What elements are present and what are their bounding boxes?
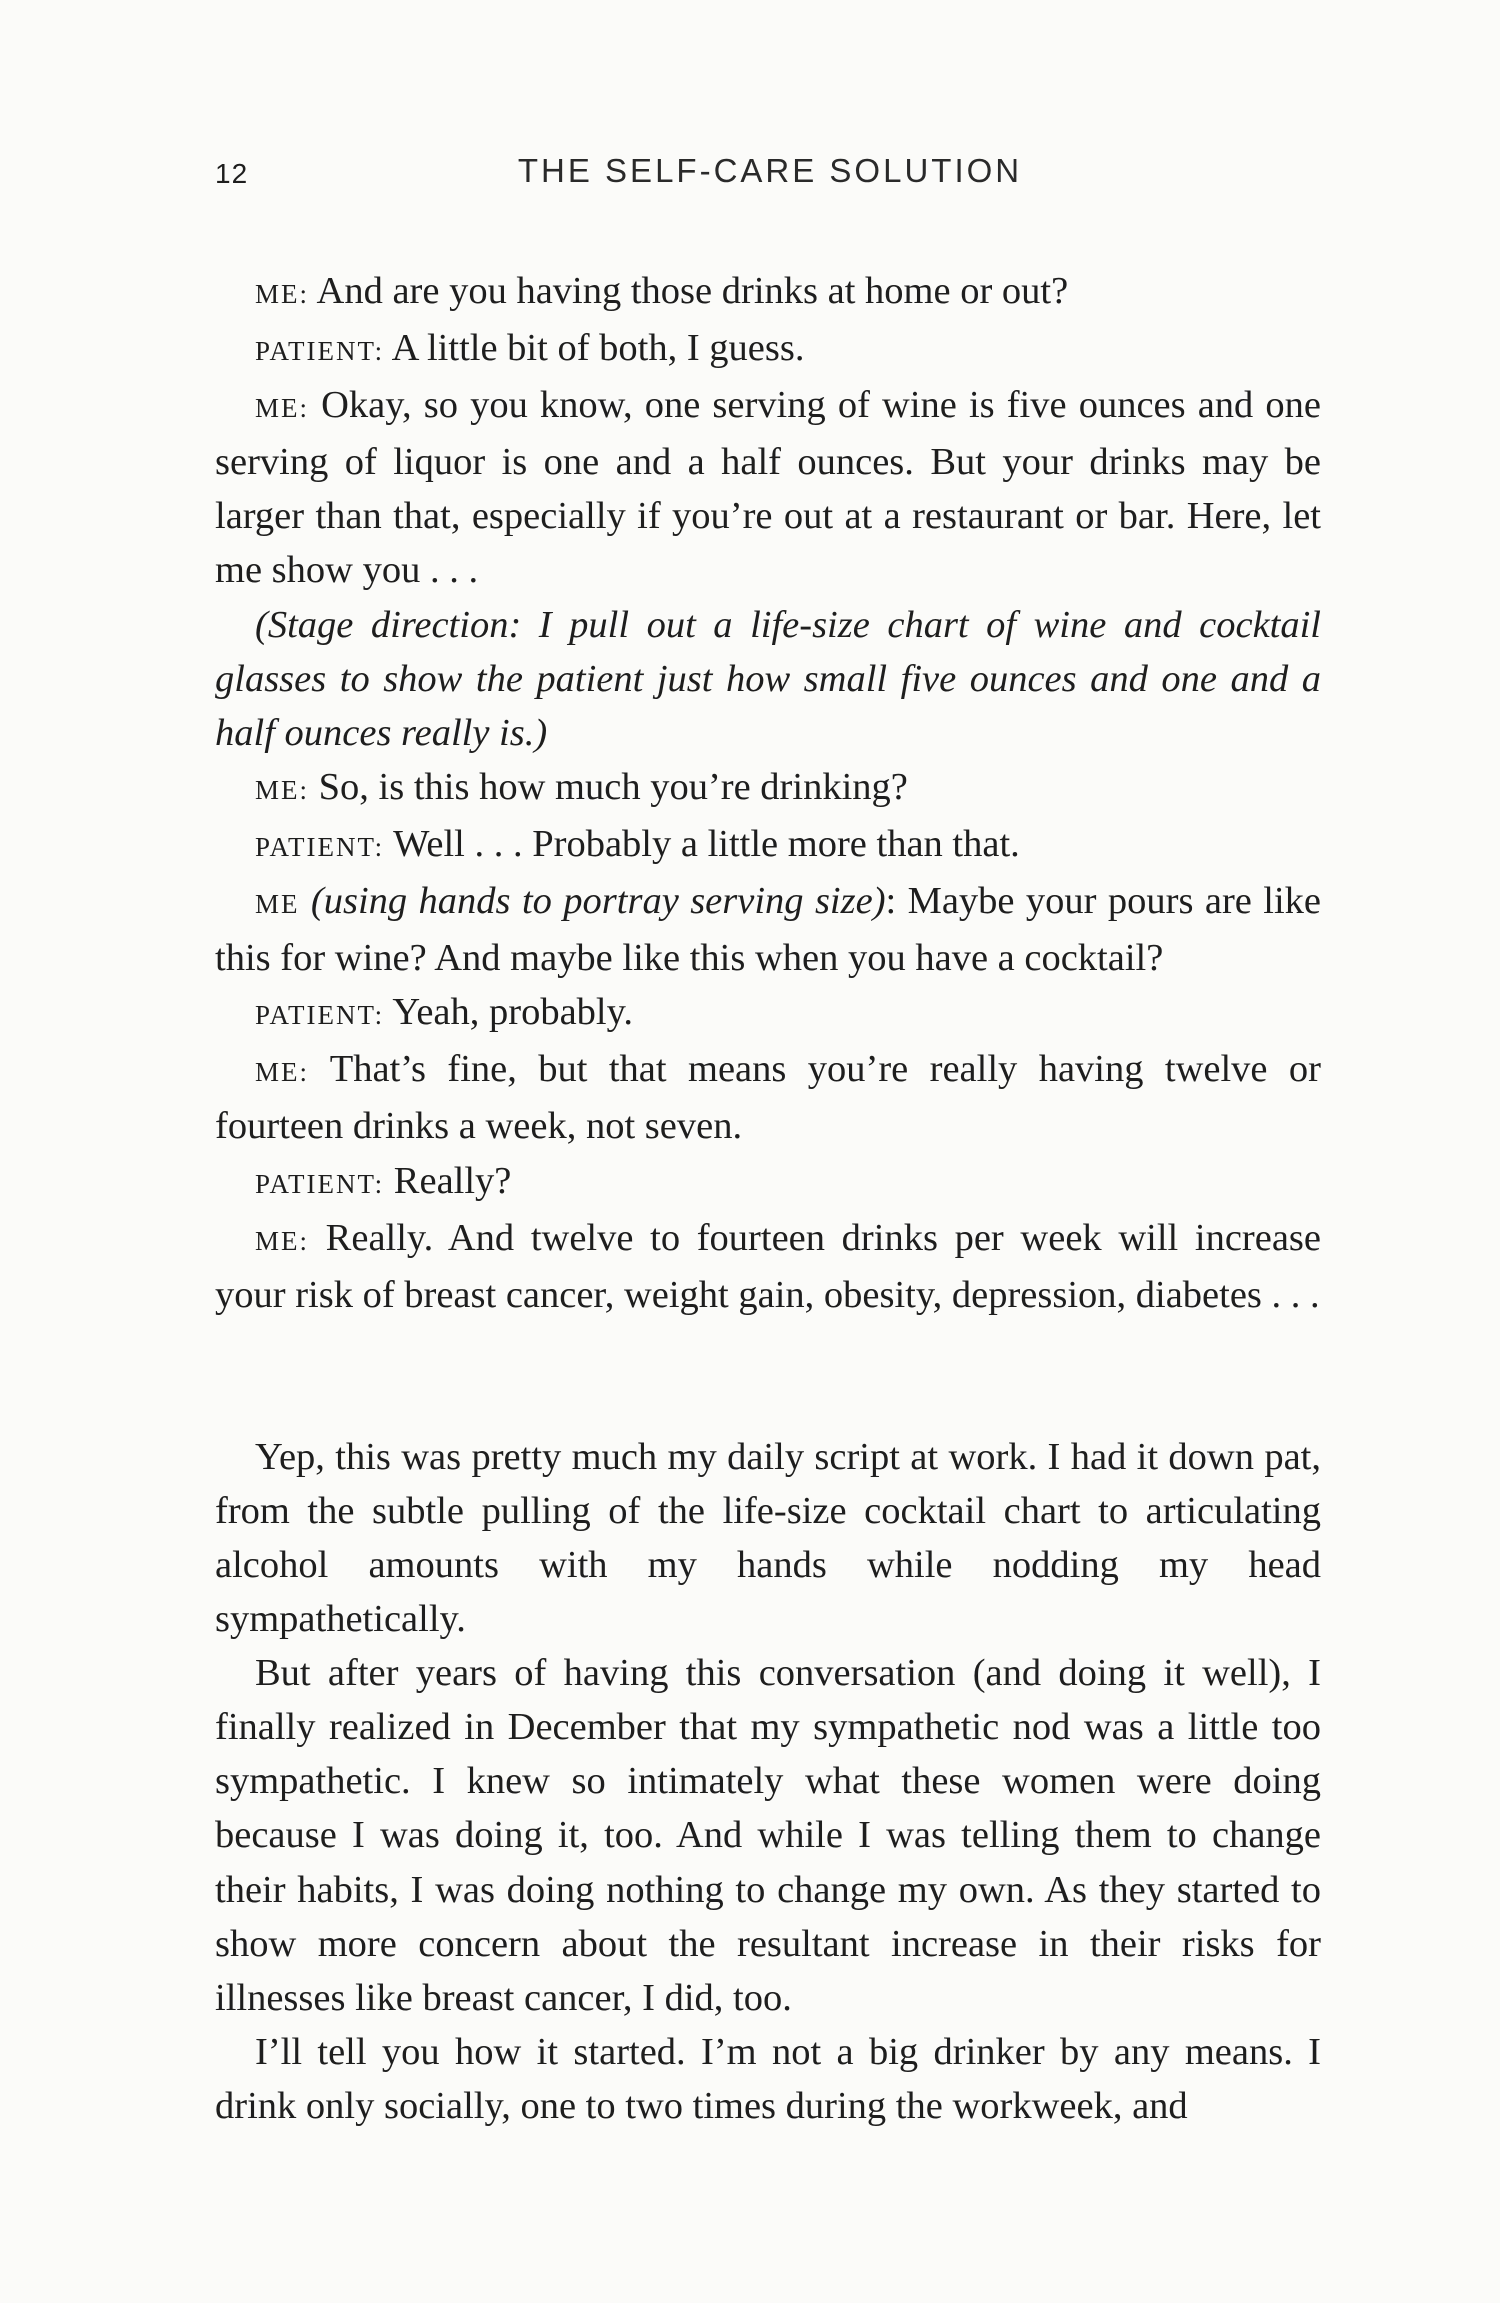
body-paragraph: But after years of having this conversation (and doing it well), I finally realized in December that my sympathetic nod was a little too sympathetic. I knew so intimately what these women were doing because I was doing it, too. And while I was telling them to change their habits, I was doing nothing to change my own. As they started to show more concern about the resultant increase in their risks for illnesses like breast cancer, I did, too. bbox=[215, 1652, 1321, 2019]
dialogue-text: And are you having those drinks at home or out? bbox=[309, 270, 1069, 312]
speaker-label: ME: bbox=[255, 1057, 310, 1088]
dialogue-text: That’s fine, but that means you’re really having twelve or fourteen drinks a week, not seven. bbox=[215, 1048, 1321, 1148]
dialogue-line bbox=[215, 378, 1321, 597]
dialogue-text: Really. And twelve to fourteen drinks per week will increase your risk of breast cancer, weight gain, obesity, depression, diabetes . . . bbox=[215, 1216, 1321, 1316]
body-paragraph: I’ll tell you how it started. I’m not a big drinker by any means. I drink only socially, one to two times during the workweek, and bbox=[215, 2030, 1321, 2127]
dialogue-line bbox=[215, 1211, 1321, 1322]
speaker-label: PATIENT: bbox=[255, 831, 385, 862]
dialogue-text: Really? bbox=[384, 1159, 512, 1202]
dialogue-text: : Maybe your pours are like this for wine? And maybe like this when you have a cocktail? bbox=[215, 880, 1321, 980]
dialogue-line bbox=[215, 817, 1321, 874]
speaker-label: PATIENT: bbox=[255, 1168, 385, 1199]
dialogue-text: Well . . . Probably a little more than that. bbox=[384, 822, 1020, 865]
dialogue-line bbox=[215, 760, 1321, 817]
page-body bbox=[215, 264, 1321, 2133]
dialogue-line bbox=[215, 874, 1321, 985]
dialogue-text: So, is this how much you’re drinking? bbox=[309, 765, 908, 808]
dialogue-line bbox=[215, 985, 1321, 1042]
dialogue-text: Yeah, probably. bbox=[384, 991, 633, 1034]
section-gap bbox=[215, 1322, 1321, 1430]
speaker-label: ME: bbox=[255, 1225, 310, 1256]
speaker-aside: (using hands to portray serving size) bbox=[310, 880, 886, 923]
speaker-label: PATIENT: bbox=[255, 1000, 385, 1031]
dialogue-line bbox=[215, 264, 1321, 321]
running-title: THE SELF-CARE SOLUTION bbox=[517, 152, 1023, 189]
speaker-label: ME: bbox=[255, 279, 310, 309]
body-paragraph: Yep, this was pretty much my daily script at work. I had it down pat, from the subtle pulling of the life-size cocktail chart to articulating alcohol amounts with my hands while nodding my head sympathetically. bbox=[215, 1435, 1321, 1641]
dialogue-text: A little bit of both, I guess. bbox=[384, 327, 805, 370]
dialogue-line bbox=[215, 1154, 1321, 1211]
speaker-label: ME: bbox=[255, 774, 310, 805]
speaker-label: ME bbox=[255, 889, 300, 920]
page-header bbox=[215, 152, 1325, 202]
dialogue-text: Okay, so you know, one serving of wine is five ounces and one serving of liquor is one and a half ounces. But your drinks may be larger than that, especially if you’re out at a restaurant or bar. Here, let me show you . . . bbox=[215, 384, 1321, 592]
stage-direction: (Stage direction: I pull out a life-size chart of wine and cocktail glasses to show the patient just how small five ounces and one and a half ounces really is.) bbox=[215, 603, 1321, 754]
speaker-label: PATIENT: bbox=[255, 336, 385, 367]
speaker-label: ME: bbox=[255, 393, 310, 424]
dialogue-line bbox=[215, 321, 1321, 378]
dialogue-line bbox=[215, 1042, 1321, 1153]
page-number: 12 bbox=[215, 158, 249, 189]
